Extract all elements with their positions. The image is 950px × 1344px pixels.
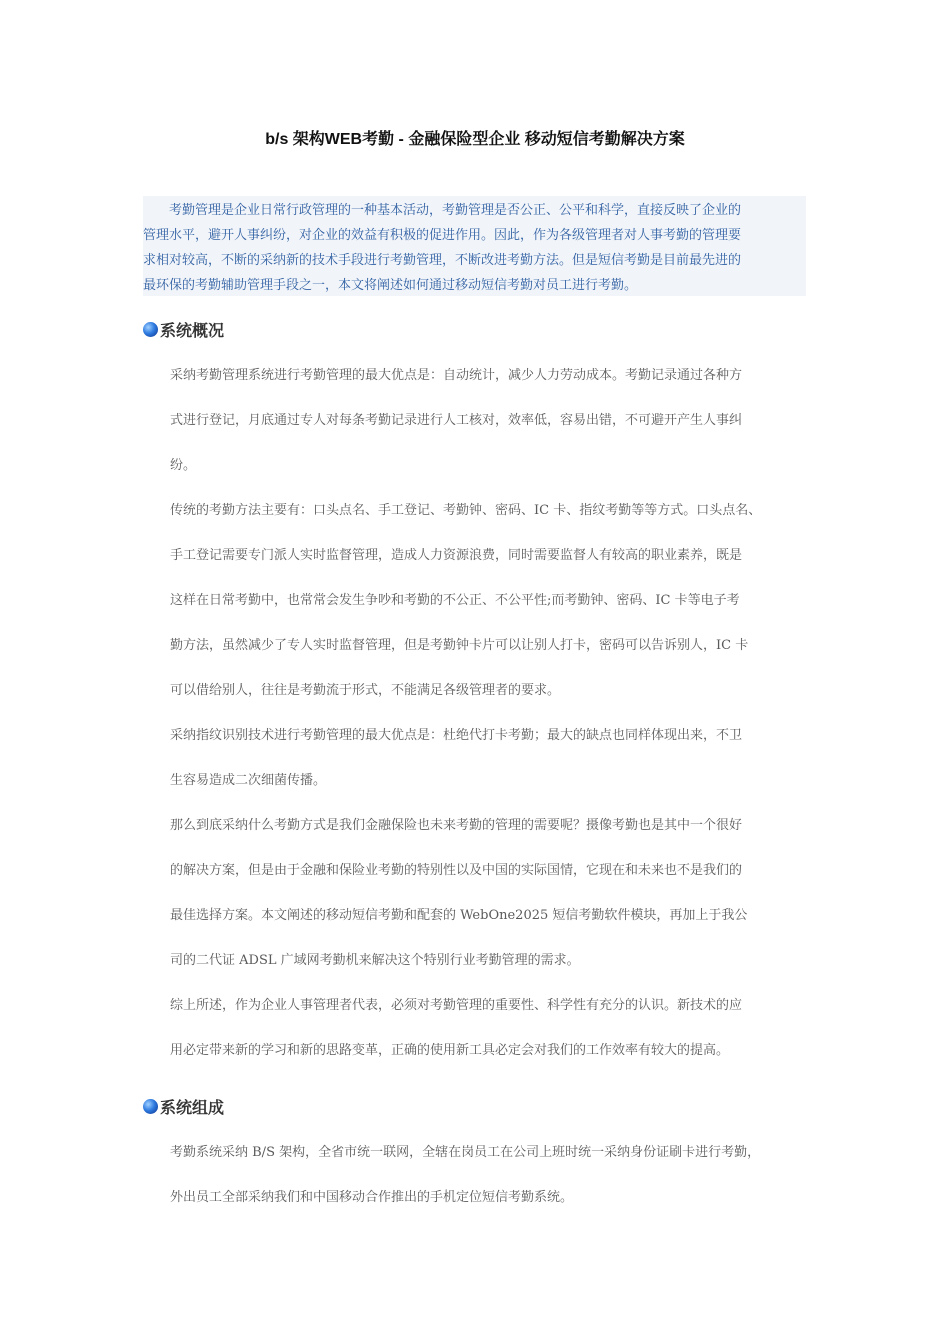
- blue-ball-bullet-icon: [143, 1099, 158, 1114]
- section-heading-overview: [143, 318, 224, 340]
- paragraph: [170, 726, 830, 816]
- blue-ball-bullet-icon: [143, 322, 158, 337]
- section-heading-composition: [143, 1095, 224, 1117]
- paragraph: [170, 996, 830, 1086]
- section-heading-text: 系统组成: [160, 1098, 225, 1117]
- intro-box: [143, 196, 806, 296]
- intro-line: 管理水平，避开人事纠纷，对企业的效益有积极的促进作用。因此，作为各级管理者对人事考勤的管理要: [143, 228, 742, 243]
- section-heading-text: 系统概况: [160, 321, 225, 340]
- intro-line: 最环保的考勤辅助管理手段之一，本文将阐述如何通过移动短信考勤对员工进行考勤。: [143, 278, 638, 293]
- paragraph: [170, 501, 830, 726]
- text-line: 综上所述，作为企业人事管理者代表，必须对考勤管理的重要性、科学性有充分的认识。新技术的应: [170, 998, 743, 1013]
- text-line: 手工登记需要专门派人实时监督管理，造成人力资源浪费，同时需要监督人有较高的职业素养，既是: [170, 548, 743, 563]
- text-line: 式进行登记，月底通过专人对每条考勤记录进行人工核对，效率低，容易出错，不可避开产生人事纠: [170, 413, 743, 428]
- paragraph: [170, 816, 830, 996]
- text-line: 用必定带来新的学习和新的思路变革，正确的使用新工具必定会对我们的工作效率有较大的提高。: [170, 1043, 730, 1058]
- text-line: 考勤系统采纳 B/S 架构，全省市统一联网，全辖在岗员工在公司上班时统一采纳身份证刷卡进行考勤，: [170, 1145, 761, 1160]
- text-line: 生容易造成二次细菌传播。: [170, 773, 327, 788]
- paragraph: [170, 1143, 830, 1233]
- text-line: 那么到底采纳什么考勤方式是我们金融保险也未来考勤的管理的需要呢？摄像考勤也是其中一个很好: [170, 818, 743, 833]
- text-line: 勤方法，虽然减少了专人实时监督管理，但是考勤钟卡片可以让别人打卡，密码可以告诉别人，IC 卡: [170, 638, 749, 653]
- text-line: 采纳指纹识别技术进行考勤管理的最大优点是：杜绝代打卡考勤；最大的缺点也同样体现出来，不卫: [170, 728, 743, 743]
- text-line: 这样在日常考勤中，也常常会发生争吵和考勤的不公正、不公平性;而考勤钟、密码、IC 卡等电子考: [170, 593, 740, 608]
- text-line: 外出员工全部采纳我们和中国移动合作推出的手机定位短信考勤系统。: [170, 1190, 574, 1205]
- text-line: 的解决方案，但是由于金融和保险业考勤的特别性以及中国的实际国情，它现在和未来也不是我们的: [170, 863, 743, 878]
- text-line: 司的二代证 ADSL 广域网考勤机来解决这个特别行业考勤管理的需求。: [170, 953, 580, 968]
- page-title: b/s 架构WEB考勤 - 金融保险型企业 移动短信考勤解决方案: [265, 131, 685, 148]
- text-line: 最佳选择方案。本文阐述的移动短信考勤和配套的 WebOne2025 短信考勤软件模块，再加上于我公: [170, 908, 748, 923]
- intro-line: 考勤管理是企业日常行政管理的一种基本活动，考勤管理是否公正、公平和科学，直接反映了企业的: [143, 203, 742, 218]
- paragraph: [170, 366, 830, 501]
- text-line: 采纳考勤管理系统进行考勤管理的最大优点是：自动统计，减少人力劳动成本。考勤记录通过各种方: [170, 368, 743, 383]
- text-line: 可以借给别人，往往是考勤流于形式，不能满足各级管理者的要求。: [170, 683, 561, 698]
- text-line: 纷。: [170, 458, 197, 473]
- text-line: 传统的考勤方法主要有：口头点名、手工登记、考勤钟、密码、IC 卡、指纹考勤等等方式。口头点名、: [170, 503, 762, 518]
- intro-line: 求相对较高，不断的采纳新的技术手段进行考勤管理，不断改进考勤方法。但是短信考勤是目前最先进的: [143, 253, 742, 268]
